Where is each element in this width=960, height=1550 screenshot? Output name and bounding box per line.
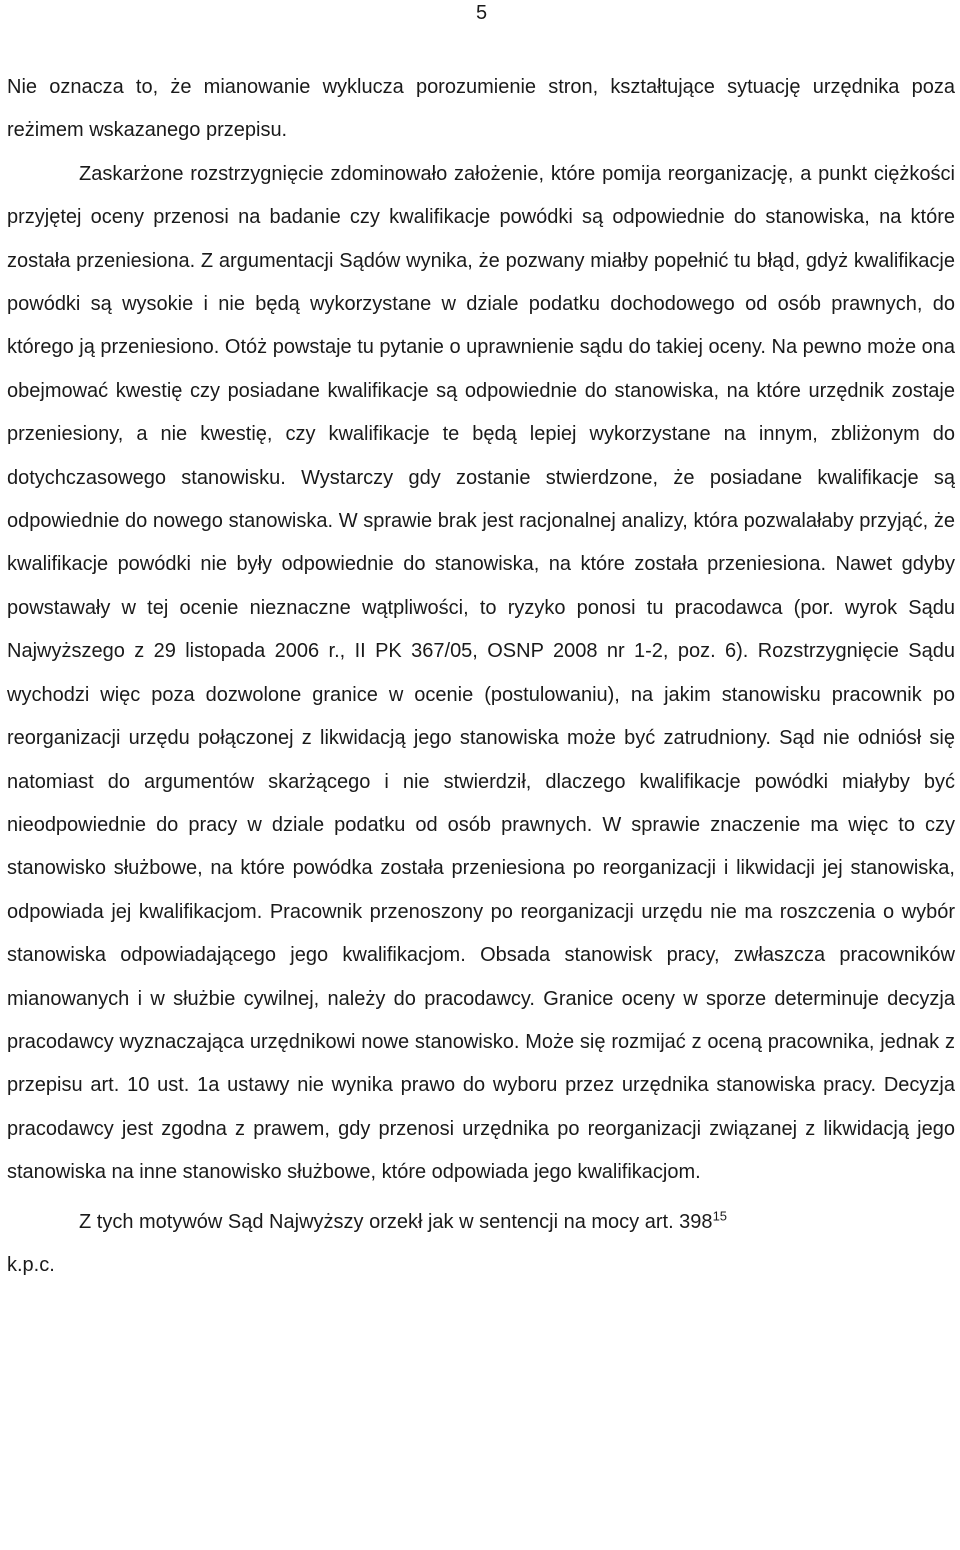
closing-paragraph [7,1201,955,1288]
article-superscript: 15 [712,1207,728,1223]
paragraph-2: Zaskarżone rozstrzygnięcie zdominowało założenie, które pomija reorganizację, a punkt ciężkości przyjętej oceny przenosi na badanie czy kwalifikacje powódki są odpowiednie do stanowiska, na które została przeniesiona. Z argumentacji Sądów wynika, że pozwany miałby popełnić tu błąd, gdyż kwalifikacje powódki są wysokie i nie będą wykorzystane w dziale podatku dochodowego od osób prawnych, do którego ją przeniesiono. Otóż powstaje tu pytanie o uprawnienie sądu do takiej oceny. Na pewno może ona obejmować kwestię czy posiadane kwalifikacje są odpowiednie do stanowiska, na które urzędnik zostaje przeniesiony, a nie kwestię, czy kwalifikacje te będą lepiej wykorzystane na innym, zbliżonym do dotychczasowego stanowisku. Wystarczy gdy zostanie stwierdzone, że posiadane kwalifikacje są odpowiednie do nowego stanowiska. W sprawie brak jest racjonalnej analizy, która pozwalałaby przyjąć, że kwalifikacje powódki nie były odpowiednie do stanowiska, na które została przeniesiona. Nawet gdyby powstawały w tej ocenie nieznaczne wątpliwości, to ryzyko ponosi tu pracodawca (por. wyrok Sądu Najwyższego z 29 listopada 2006 r., II PK 367/05, OSNP 2008 nr 1-2, poz. 6). Rozstrzygnięcie Sądu wychodzi więc poza dozwolone granice w ocenie (postulowaniu), na jakim stanowisku pracownik po reorganizacji urzędu połączonej z likwidacją jego stanowiska może być zatrudniony. Sąd nie odniósł się natomiast do argumentów skarżącego i nie stwierdził, dlaczego kwalifikacje powódki miałyby być nieodpowiednie do pracy w dziale podatku od osób prawnych. W sprawie znaczenie ma więc to czy stanowisko służbowe, na które powódka została przeniesiona po reorganizacji i likwidacji jej stanowiska, odpowiada jej kwalifikacjom. Pracownik przenoszony po reorganizacji urzędu nie ma roszczenia o wybór stanowiska odpowiadającego jego kwalifikacjom. Obsada stanowisk pracy, zwłaszcza pracowników mianowanych i w służbie cywilnej, należy do pracodawcy. Granice oceny w sporze determinuje decyzja pracodawcy wyznaczająca urzędnikowi nowe stanowisko. Może się rozmijać z oceną pracownika, jednak z przepisu art. 10 ust. 1a ustawy nie wynika prawo do wyboru przez urzędnika stanowiska pracy. Decyzja pracodawcy jest zgodna z prawem, gdy przenosi urzędnika po reorganizacji związanej z likwidacją jego stanowiska na inne stanowisko służbowe, które odpowiada jego kwalifikacjom. [7,162,955,1184]
paragraph-1: Nie oznacza to, że mianowanie wyklucza porozumienie stron, kształtujące sytuację urzędnika poza reżimem wskazanego przepisu. [7,76,955,142]
closing-text: Z tych motywów Sąd Najwyższy orzekł jak w sentencji na mocy art. 398 [79,1210,713,1233]
page-number: 5 [476,2,488,24]
document-body [7,66,955,1287]
closing-tail: k.p.c. [7,1253,55,1276]
